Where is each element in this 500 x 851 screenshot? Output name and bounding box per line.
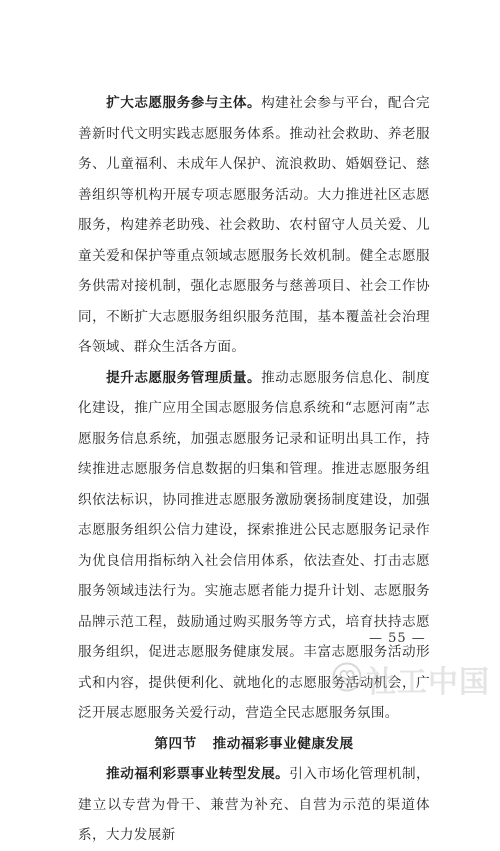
section-heading (78, 729, 430, 760)
watermark-logo (332, 657, 490, 701)
paragraph-lead-heading: 提升志愿服务管理质量。 (106, 369, 262, 386)
section-title: 推动福彩事业健康发展 (212, 735, 354, 752)
page-number: — 55 — (369, 631, 426, 646)
paragraph-lead-heading: 推动福利彩票事业转型发展。 (106, 766, 290, 782)
paragraph-lead-heading: 扩大志愿服务参与主体。 (106, 95, 262, 111)
heart-hands-logo-icon (332, 662, 362, 696)
paragraph-body: 引入市场化管理机制，建立以专营为骨干、兼营为补充、自营为示范的渠道体系，大力发展新 (78, 766, 430, 843)
paragraph-body: 构建社会参与平台，配合完善新时代文明实践志愿服务体系。推动社会救助、养老服务、儿童福利、未成年人保护、流浪救助、婚姻登记、慈善组织等机构开展专项志愿服务活动。大力推进社区志愿服务，构建养老助残、社会救助、农村留守人员关爱、儿童关爱和保护等重点领域志愿服务长效机制。健全志愿服务供需对接机制，强化志愿服务与慈善项目、社会工作协同，不断扩大志愿服务组织服务范围，基本覆盖社会治理各领域、群众生活各方面。 (78, 95, 430, 355)
section-number: 第四节 (154, 735, 197, 752)
paragraph-lottery-transformation (78, 759, 430, 851)
paragraph-body: 推动志愿服务信息化、制度化建设，推广应用全国志愿服务信息系统和“志愿河南”志愿服务信息系统，加强志愿服务记录和证明出具工作，持续推进志愿服务信息数据的归集和管理。推进志愿服务组织依法标识，协同推进志愿服务激励褒扬制度建设，加强志愿服务组织公信力建设，探索推进公民志愿服务记录作为优良信用指标纳入社会信用体系，依法查处、打击志愿服务领域违法行为。实施志愿者能力提升计划、志愿服务品牌示范工程，鼓励通过购买服务等方式，培育扶持志愿服务组织，促进志愿服务健康发展。丰富志愿服务活动形式和内容，提供便利化、就地化的志愿服务活动机会，广泛开展志愿服务关爱行动，营造全民志愿服务氛围。 (78, 369, 430, 721)
watermark-text: 社工中国 (366, 665, 490, 700)
document-page (78, 88, 430, 851)
paragraph-volunteer-participation (78, 88, 430, 363)
